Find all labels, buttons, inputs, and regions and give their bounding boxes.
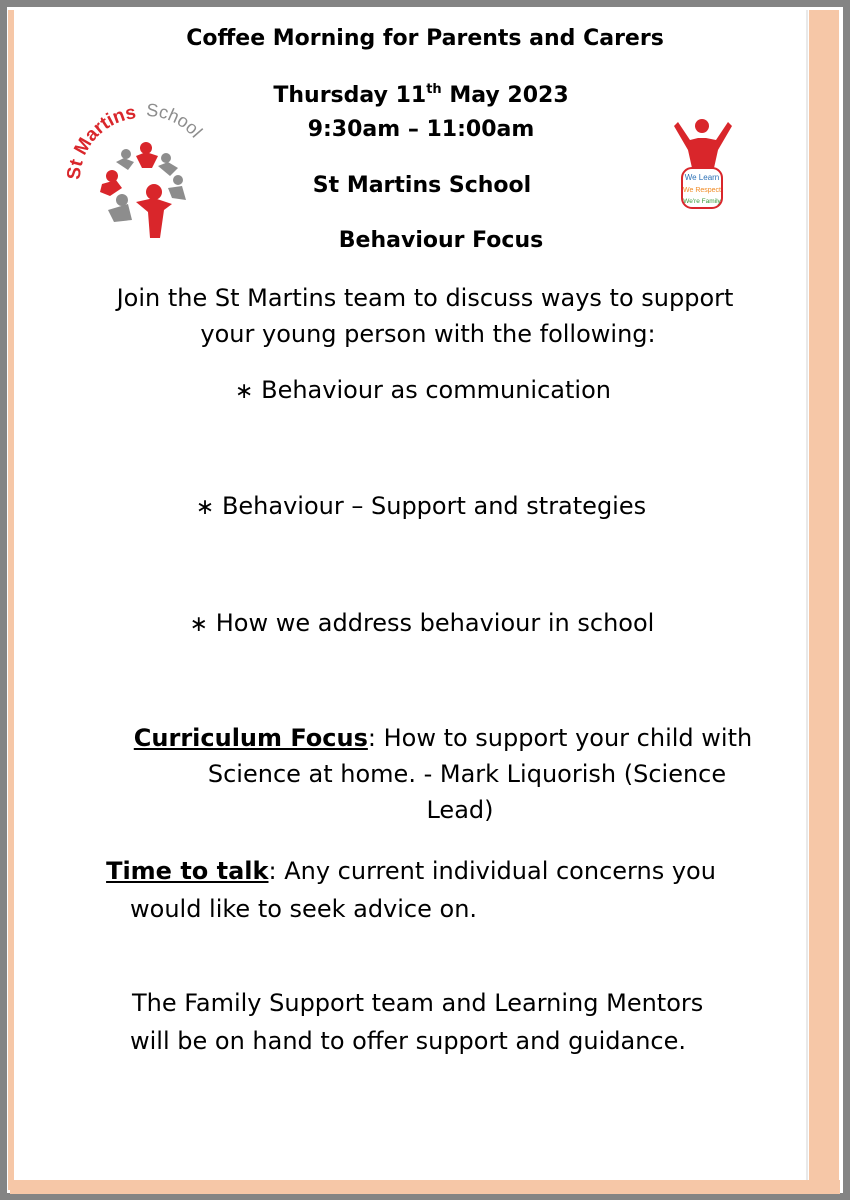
event-date-day: Thursday 11 [273,83,427,108]
event-date-suffix: th [426,82,442,97]
talk-line-1 [0,857,836,885]
event-venue: St Martins School [312,173,532,198]
focus-heading: Behaviour Focus [338,228,544,253]
intro-line-2: your young person with the following: [200,320,656,348]
st-martins-logo [62,88,222,246]
bullet-asterisk-icon: ∗ [195,495,215,520]
talk-text-1: : Any current individual concerns you [268,857,716,885]
bullet-item [0,492,846,520]
curriculum-label: Curriculum Focus [133,724,368,752]
bullet-asterisk-icon: ∗ [235,379,254,404]
logo-text-st-martins: St Martins [63,102,138,181]
bullet-item [0,376,848,404]
talk-label: Time to talk [106,857,269,885]
event-time: 9:30am – 11:00am [307,117,535,142]
closing-line-2: will be on hand to offer support and guidance. [130,1027,687,1055]
bullet-text: Behaviour – Support and strategies [221,492,647,520]
talk-line-2: would like to seek advice on. [130,895,478,923]
curriculum-text-1: : How to support your child with [367,724,753,752]
curriculum-line-1 [18,724,850,752]
bullet-text: Behaviour as communication [261,376,611,404]
bottom-accent-band [10,1180,840,1194]
event-date-month-year: May 2023 [441,83,569,108]
curriculum-line-3: Lead) [426,796,494,824]
closing-line-1: The Family Support team and Learning Mentors [132,989,704,1017]
logo-text-school: School [145,99,207,142]
value-were-family: We're Family [683,198,721,205]
bullet-text: How we address behaviour in school [215,609,655,637]
bullet-asterisk-icon: ∗ [189,612,209,637]
event-date [0,83,846,108]
value-we-learn: We Learn [684,173,720,182]
bullet-item [0,609,847,637]
value-we-respect: We Respect [683,187,721,194]
curriculum-line-2: Science at home. - Mark Liquorish (Science [207,760,727,788]
intro-line-1: Join the St Martins team to discuss ways to support [116,284,734,312]
event-title: Coffee Morning for Parents and Carers [186,26,664,51]
